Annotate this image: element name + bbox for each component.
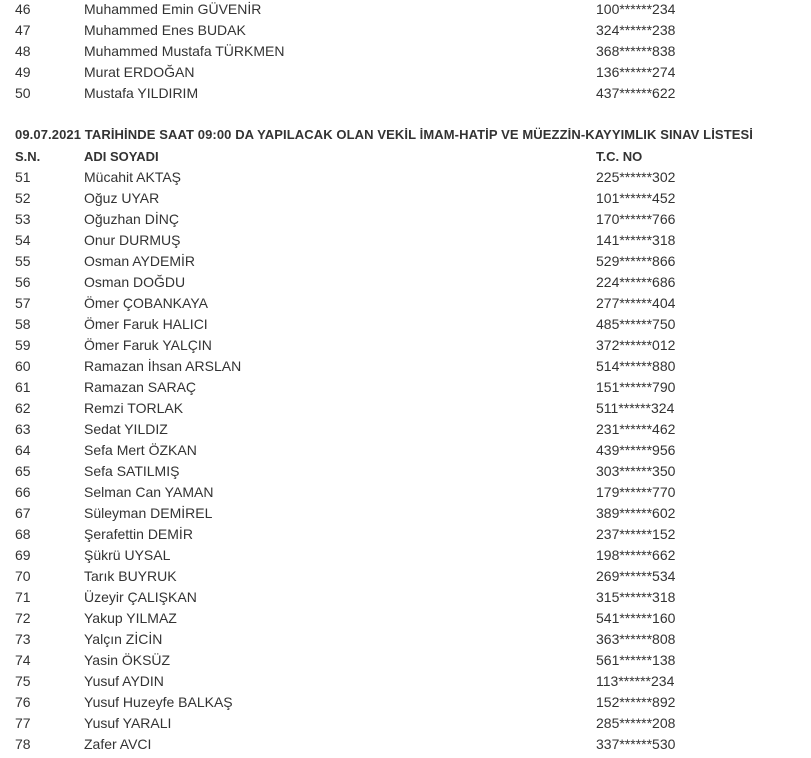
row-name: Oğuz UYAR [84,190,160,206]
row-tc-no: 277******404 [596,295,676,311]
row-tc-no: 315******318 [596,589,676,605]
table-row [0,482,811,503]
row-name: Oğuzhan DİNÇ [84,211,179,227]
row-tc-no: 151******790 [596,379,676,395]
row-number: 73 [15,631,31,647]
row-tc-no: 170******766 [596,211,676,227]
row-number: 63 [15,421,31,437]
row-tc-no: 101******452 [596,190,676,206]
table-row [0,188,811,209]
row-tc-no: 389******602 [596,505,676,521]
row-number: 46 [15,1,31,17]
row-tc-no: 224******686 [596,274,676,290]
row-number: 62 [15,400,31,416]
row-number: 47 [15,22,31,38]
table-row [0,566,811,587]
row-number: 53 [15,211,31,227]
row-tc-no: 324******238 [596,22,676,38]
row-tc-no: 136******274 [596,64,676,80]
table-row [0,419,811,440]
table-row [0,629,811,650]
row-number: 55 [15,253,31,269]
table-row [0,293,811,314]
row-tc-no: 368******838 [596,43,676,59]
row-number: 59 [15,337,31,353]
table-row [0,167,811,188]
row-number: 49 [15,64,31,80]
row-name: Yusuf AYDIN [84,673,164,689]
table-row [0,608,811,629]
row-tc-no: 529******866 [596,253,676,269]
row-tc-no: 485******750 [596,316,676,332]
table-row [0,209,811,230]
row-tc-no: 225******302 [596,169,676,185]
row-tc-no: 231******462 [596,421,676,437]
row-number: 58 [15,316,31,332]
table-row [0,503,811,524]
row-name: Sedat YILDIZ [84,421,168,437]
row-tc-no: 100******234 [596,1,676,17]
row-tc-no: 372******012 [596,337,676,353]
row-number: 71 [15,589,31,605]
row-tc-no: 152******892 [596,694,676,710]
row-number: 50 [15,85,31,101]
row-tc-no: 337******530 [596,736,676,752]
table-row [0,272,811,293]
row-number: 54 [15,232,31,248]
table-row [0,440,811,461]
row-number: 72 [15,610,31,626]
row-tc-no: 511******324 [596,400,675,416]
row-tc-no: 303******350 [596,463,676,479]
row-number: 57 [15,295,31,311]
table-row [0,356,811,377]
row-name: Mustafa YILDIRIM [84,85,199,101]
header-tc-no: T.C. NO [596,149,643,164]
table-row [0,734,811,755]
row-number: 75 [15,673,31,689]
row-name: Onur DURMUŞ [84,232,181,248]
row-name: Mücahit AKTAŞ [84,169,182,185]
row-name: Şerafettin DEMİR [84,526,193,542]
table-row [0,251,811,272]
table-row [0,20,811,41]
table-row [0,545,811,566]
row-name: Şükrü UYSAL [84,547,171,563]
row-number: 48 [15,43,31,59]
row-number: 74 [15,652,31,668]
table-row [0,377,811,398]
row-number: 69 [15,547,31,563]
row-name: Yakup YILMAZ [84,610,177,626]
table-row [0,650,811,671]
header-name: ADI SOYADI [84,149,159,164]
row-name: Süleyman DEMİREL [84,505,213,521]
row-tc-no: 269******534 [596,568,676,584]
row-name: Yasin ÖKSÜZ [84,652,171,668]
row-name: Tarık BUYRUK [84,568,177,584]
table-row [0,62,811,83]
row-number: 70 [15,568,31,584]
row-number: 60 [15,358,31,374]
table-row [0,524,811,545]
row-number: 56 [15,274,31,290]
row-name: Murat ERDOĞAN [84,64,195,80]
row-tc-no: 141******318 [596,232,676,248]
row-number: 78 [15,736,31,752]
table-header [0,146,811,167]
row-name: Yalçın ZİCİN [84,631,163,647]
row-number: 61 [15,379,31,395]
row-name: Üzeyir ÇALIŞKAN [84,589,197,605]
table-row [0,398,811,419]
row-name: Ramazan SARAÇ [84,379,197,395]
row-number: 66 [15,484,31,500]
row-number: 65 [15,463,31,479]
table-row [0,587,811,608]
row-number: 76 [15,694,31,710]
row-tc-no: 514******880 [596,358,676,374]
row-name: Muhammed Enes BUDAK [84,22,246,38]
row-name: Selman Can YAMAN [84,484,214,500]
row-tc-no: 541******160 [596,610,676,626]
row-name: Ömer Faruk YALÇIN [84,337,212,353]
row-name: Yusuf YARALI [84,715,172,731]
table-row [0,314,811,335]
row-tc-no: 285******208 [596,715,676,731]
row-tc-no: 561******138 [596,652,676,668]
header-sn: S.N. [15,149,41,164]
row-number: 67 [15,505,31,521]
row-name: Ömer ÇOBANKAYA [84,295,208,311]
table-row [0,335,811,356]
row-number: 77 [15,715,31,731]
section-title: 09.07.2021 TARİHİNDE SAAT 09:00 DA YAPILACAK OLAN VEKİL İMAM-HATİP VE MÜEZZİN-KAYYIMLIK SINAV LİSTESİ [15,127,753,142]
table-row [0,713,811,734]
row-name: Sefa SATILMIŞ [84,463,180,479]
row-tc-no: 363******808 [596,631,676,647]
row-name: Osman DOĞDU [84,274,186,290]
row-number: 52 [15,190,31,206]
table-row [0,461,811,482]
row-tc-no: 113******234 [596,673,675,689]
table-row [0,692,811,713]
row-tc-no: 437******622 [596,85,676,101]
row-name: Osman AYDEMİR [84,253,195,269]
row-number: 68 [15,526,31,542]
row-name: Muhammed Emin GÜVENİR [84,1,262,17]
row-name: Zafer AVCI [84,736,152,752]
table-row [0,671,811,692]
row-name: Muhammed Mustafa TÜRKMEN [84,43,285,59]
row-number: 51 [15,169,31,185]
table-row [0,83,811,104]
row-tc-no: 198******662 [596,547,676,563]
row-name: Ömer Faruk HALICI [84,316,208,332]
row-number: 64 [15,442,31,458]
row-name: Sefa Mert ÖZKAN [84,442,197,458]
row-tc-no: 439******956 [596,442,676,458]
row-name: Yusuf Huzeyfe BALKAŞ [84,694,233,710]
row-tc-no: 237******152 [596,526,676,542]
table-row [0,41,811,62]
table-row [0,0,811,20]
row-tc-no: 179******770 [596,484,676,500]
row-name: Ramazan İhsan ARSLAN [84,358,242,374]
table-row [0,230,811,251]
row-name: Remzi TORLAK [84,400,184,416]
